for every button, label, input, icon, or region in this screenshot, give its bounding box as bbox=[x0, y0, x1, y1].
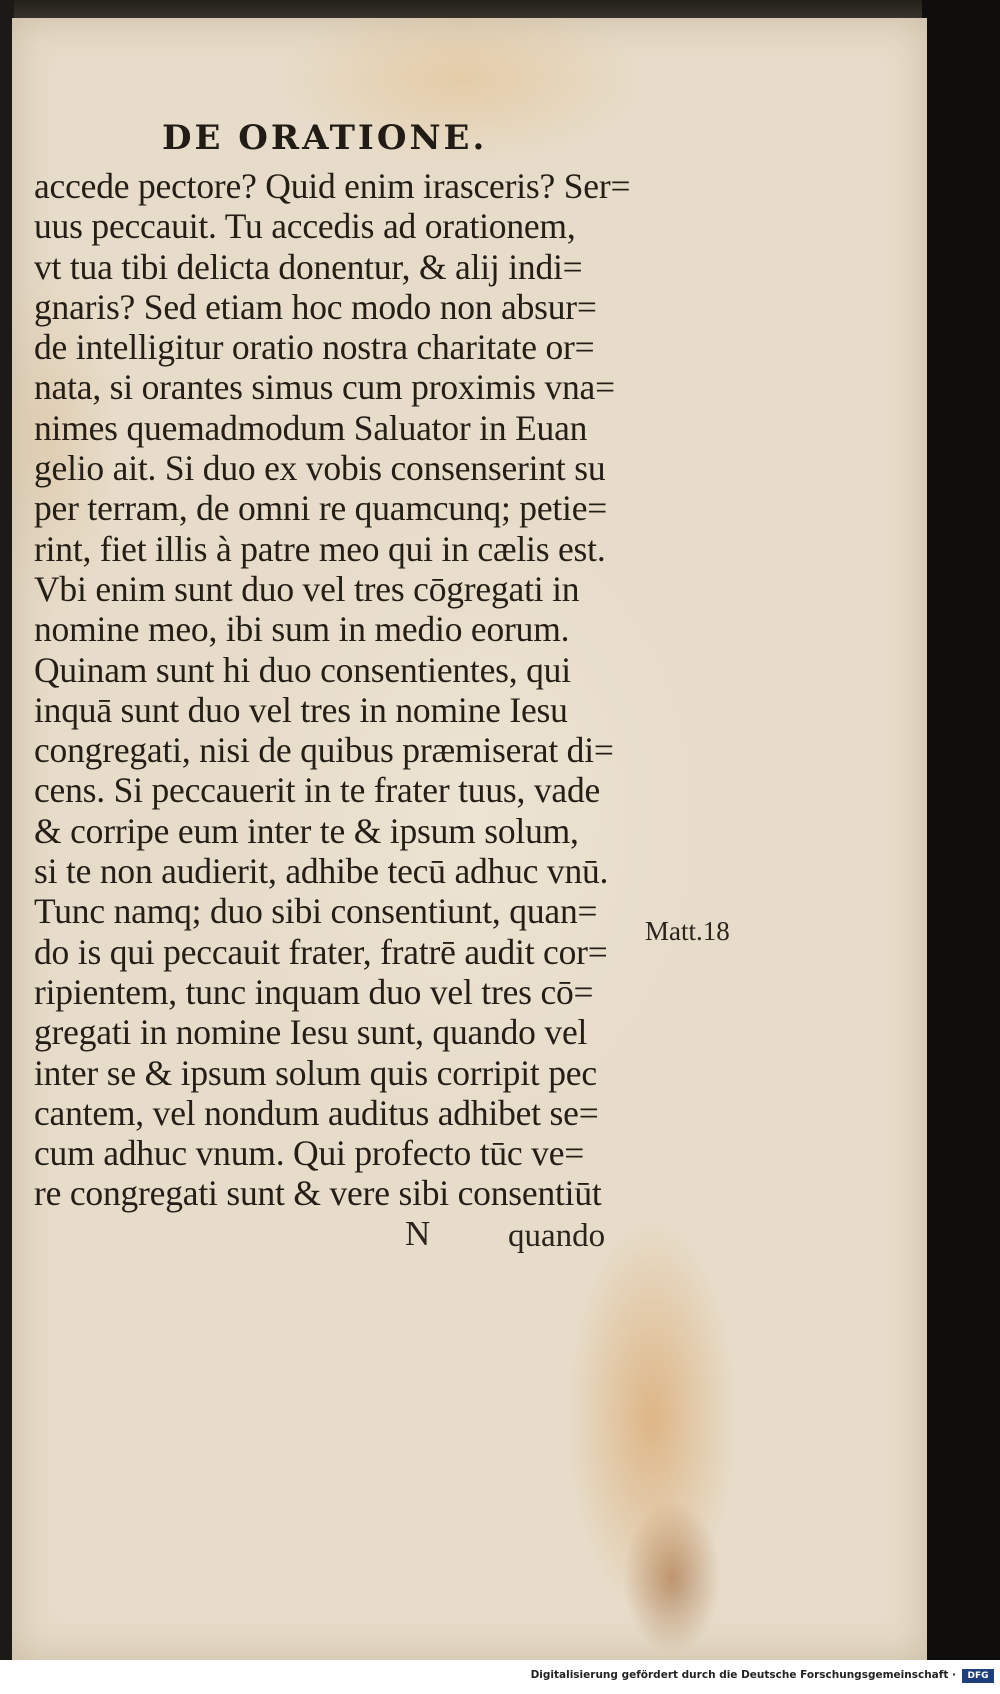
text-line: re congregati sunt & vere sibi consentiūt bbox=[34, 1173, 602, 1214]
text-line: do is qui peccauit frater, fratrē audit cor= bbox=[34, 931, 608, 972]
text-line: rint, fiet illis à patre meo qui in cælis est. bbox=[34, 528, 606, 569]
text-line: gelio ait. Si duo ex vobis consenserint su bbox=[34, 448, 606, 489]
text-line: cantem, vel nondum auditus adhibet se= bbox=[34, 1092, 599, 1133]
text-line: per terram, de omni re quamcunq; petie= bbox=[34, 488, 608, 529]
text-line: nomine meo, ibi sum in medio eorum. bbox=[34, 609, 570, 650]
text-line: de intelligitur oratio nostra charitate or= bbox=[34, 327, 595, 368]
signature-mark: N bbox=[405, 1214, 431, 1253]
body-text bbox=[34, 166, 654, 1214]
text-line: inter se & ipsum solum quis corripit pec bbox=[34, 1052, 597, 1093]
scan-border-right bbox=[922, 0, 1000, 1660]
catchword: quando bbox=[508, 1218, 606, 1254]
text-line: congregati, nisi de quibus præmiserat di= bbox=[34, 730, 614, 771]
text-line: gregati in nomine Iesu sunt, quando vel bbox=[34, 1012, 588, 1053]
text-line: si te non audierit, adhibe tecū adhuc vnū. bbox=[34, 851, 609, 892]
text-line: accede pectore? Quid enim irasceris? Ser= bbox=[34, 166, 631, 206]
text-line: cens. Si peccauerit in te frater tuus, vade bbox=[34, 770, 601, 811]
text-line: cum adhuc vnum. Qui profecto tūc ve= bbox=[34, 1133, 585, 1174]
text-line: inquā sunt duo vel tres in nomine Iesu bbox=[34, 689, 568, 730]
text-line: & corripe eum inter te & ipsum solum, bbox=[34, 810, 579, 851]
margin-note: Matt.18 bbox=[645, 916, 730, 946]
text-line: vt tua tibi delicta donentur, & alij indi= bbox=[34, 246, 583, 287]
funding-credit: Digitalisierung gefördert durch die Deutsche Forschungsgemeinschaft · bbox=[530, 1669, 956, 1681]
dfg-logo-icon: DFG bbox=[962, 1669, 994, 1683]
scan-border-top bbox=[0, 0, 930, 20]
text-line: nata, si orantes simus cum proximis vna= bbox=[34, 367, 615, 408]
text-line: Vbi enim sunt duo vel tres cōgregati in bbox=[34, 568, 580, 609]
text-line: Quinam sunt hi duo consentientes, qui bbox=[34, 649, 571, 690]
running-head: DE ORATIONE. bbox=[162, 118, 488, 158]
text-line: ripientem, tunc inquam duo vel tres cō= bbox=[34, 971, 594, 1012]
text-line: gnaris? Sed etiam hoc modo non absur= bbox=[34, 286, 597, 327]
text-line: nimes quemadmodum Saluator in Euan bbox=[34, 407, 588, 448]
text-line: uus peccauit. Tu accedis ad orationem, bbox=[34, 206, 576, 247]
text-line: Tunc namq; duo sibi consentiunt, quan= bbox=[34, 891, 598, 932]
